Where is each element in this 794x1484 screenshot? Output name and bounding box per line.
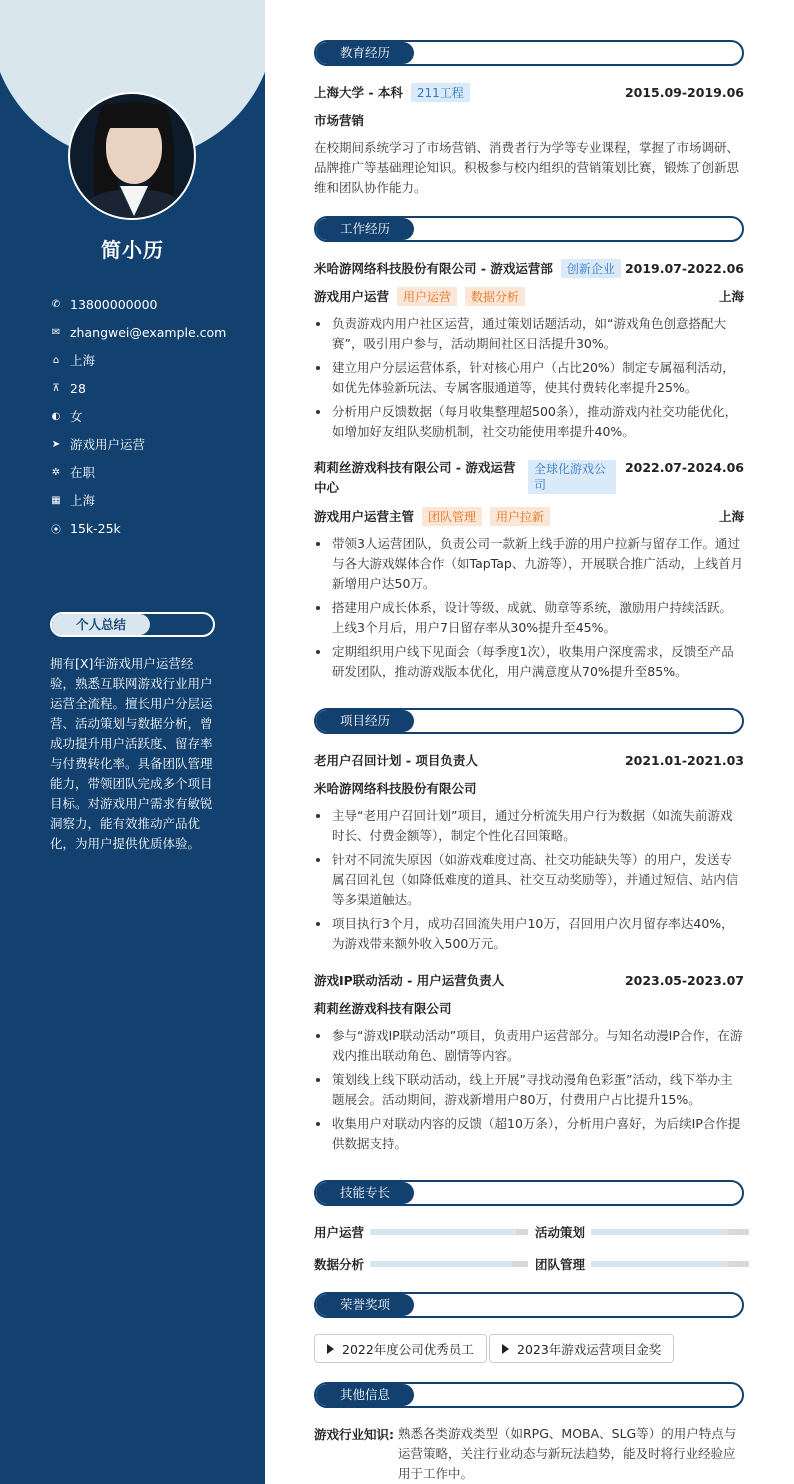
project-date: 2023.05-2023.07 bbox=[624, 972, 744, 988]
contact-info-item bbox=[50, 374, 226, 402]
project-bullet: 主导“老用户召回计划”项目，通过分析流失用户行为数据（如流失前游戏时长、付费金额等），制定个性化召回策略。 bbox=[314, 806, 744, 846]
skills-section-title bbox=[314, 1180, 744, 1206]
contact-info-text: 15k-25k bbox=[70, 520, 121, 536]
contact-info-text: 上海 bbox=[70, 493, 96, 508]
profile-name: 简小历 bbox=[101, 238, 164, 262]
work-title-label: 工作经历 bbox=[316, 218, 414, 240]
skill-bar bbox=[370, 1261, 528, 1267]
projects-section-title bbox=[314, 708, 744, 734]
education-section-title bbox=[314, 40, 744, 66]
skill-bar bbox=[591, 1261, 749, 1267]
contact-info-item bbox=[50, 430, 226, 458]
award-label: 2023年游戏运营项目金奖 bbox=[517, 1341, 662, 1357]
project-bullet: 针对不同流失原因（如游戏难度过高、社交功能缺失等）的用户，发送专属召回礼包（如降低难度的道具、社交互动奖励等），并通过短信、站内信等多渠道触达。 bbox=[314, 850, 744, 910]
contact-info-text: 女 bbox=[70, 409, 83, 424]
target-position-icon: ➤ bbox=[51, 438, 61, 450]
role-tag: 团队管理 bbox=[422, 507, 482, 526]
awards-title-label: 荣誉奖项 bbox=[316, 1294, 414, 1316]
contact-info-item bbox=[50, 486, 226, 514]
skills-title-label: 技能专长 bbox=[316, 1182, 414, 1204]
other-section-title bbox=[314, 1382, 744, 1408]
play-icon bbox=[327, 1344, 334, 1354]
summary-section-title bbox=[50, 612, 215, 637]
education-title-label: 教育经历 bbox=[316, 42, 414, 64]
job-city: 上海 bbox=[718, 509, 744, 524]
contact-info-text: 13800000000 bbox=[70, 296, 158, 312]
role-tag: 用户运营 bbox=[397, 287, 457, 306]
project-org: 米哈游网络科技股份有限公司 bbox=[314, 781, 477, 796]
job-role: 游戏用户运营 bbox=[314, 289, 390, 304]
skill-label: 团队管理 bbox=[535, 1257, 586, 1272]
education-header bbox=[314, 82, 744, 102]
job-bullet: 负责游戏内用户社区运营，通过策划话题活动，如“游戏角色创意搭配大赛”，吸引用户参与，活动期间社区日活提升30%。 bbox=[314, 314, 744, 354]
work-section-title bbox=[314, 216, 744, 242]
other-text: 熟悉各类游戏类型（如RPG、MOBA、SLG等）的用户特点与运营策略，关注行业动态与新玩法趋势，能及时将行业经验应用于工作中。 bbox=[398, 1426, 737, 1481]
skill-label: 用户运营 bbox=[314, 1225, 365, 1240]
salary-icon: ⦿ bbox=[51, 524, 61, 536]
contact-info-text: zhangwei@example.com bbox=[70, 324, 227, 340]
education-major: 市场营销 bbox=[314, 113, 365, 128]
skill-bar-remaining bbox=[729, 1229, 749, 1235]
job-bullet: 搭建用户成长体系，设计等级、成就、勋章等系统，激励用户持续活跃。上线3个月后，用户7日留存率从30%提升至45%。 bbox=[314, 598, 744, 638]
sidebar bbox=[0, 0, 265, 1484]
home-icon: ⌂ bbox=[52, 354, 60, 366]
job-date: 2022.07-2024.06 bbox=[624, 460, 744, 475]
project-bullet: 策划线上线下联动活动，线上开展”寻找动漫角色彩蛋”活动，线下举办主题展会。活动期间，游戏新增用户80万，付费用户占比提升15%。 bbox=[314, 1070, 744, 1110]
summary-title-label: 个人总结 bbox=[52, 614, 150, 635]
contact-info-item bbox=[50, 514, 226, 542]
education-description: 在校期间系统学习了市场营销、消费者行为学等专业课程，掌握了市场调研、品牌推广等基础理论知识。积极参与校内组织的营销策划比赛，锻炼了创新思维和团队协作能力。 bbox=[314, 140, 740, 195]
job-date: 2019.07-2022.06 bbox=[624, 260, 744, 276]
phone-icon: ✆ bbox=[51, 298, 61, 310]
project-date: 2021.01-2021.03 bbox=[624, 752, 744, 768]
play-icon bbox=[502, 1344, 509, 1354]
city-icon: ▦ bbox=[51, 494, 61, 506]
contact-info-text: 在职 bbox=[70, 465, 96, 480]
job-company: 米哈游网络科技股份有限公司 - 游戏运营部 bbox=[314, 261, 553, 276]
job-role: 游戏用户运营主管 bbox=[314, 509, 415, 524]
award-label: 2022年度公司优秀员工 bbox=[342, 1341, 474, 1357]
skill-label: 活动策划 bbox=[535, 1225, 586, 1240]
other-label: 游戏行业知识: bbox=[314, 1427, 394, 1442]
job-header bbox=[314, 458, 744, 496]
company-tag: 全球化游戏公司 bbox=[528, 460, 616, 494]
contact-info-text: 游戏用户运营 bbox=[70, 437, 146, 452]
school-name: 上海大学 - 本科 bbox=[314, 85, 403, 100]
contact-info-item bbox=[50, 458, 226, 486]
contact-info-item bbox=[50, 318, 226, 346]
project-header bbox=[314, 750, 744, 770]
mail-icon: ✉ bbox=[51, 326, 61, 338]
job-bullet: 分析用户反馈数据（每月收集整理超500条），推动游戏内社交功能优化，如增加好友组队奖励机制，社交功能使用率提升40%。 bbox=[314, 402, 744, 442]
contact-info-item bbox=[50, 402, 226, 430]
job-role-row bbox=[314, 286, 744, 306]
skill-bar-remaining bbox=[516, 1229, 528, 1235]
role-tag: 用户拉新 bbox=[490, 507, 550, 526]
education-date: 2015.09-2019.06 bbox=[624, 84, 744, 100]
project-bullet: 收集用户对联动内容的反馈（超10万条），分析用户喜好，为后续IP合作提供数据支持。 bbox=[314, 1114, 744, 1154]
contact-info-item bbox=[50, 290, 226, 318]
award-item bbox=[314, 1334, 487, 1363]
job-bullet: 定期组织用户线下见面会（每季度1次），收集用户深度需求，反馈至产品研发团队，推动游戏版本优化，用户满意度从70%提升至85%。 bbox=[314, 642, 744, 682]
job-bullet: 建立用户分层运营体系，针对核心用户（占比20%）制定专属福利活动，如优先体验新玩法、专属客服通道等，使其付费转化率提升25%。 bbox=[314, 358, 744, 398]
awards-section-title bbox=[314, 1292, 744, 1318]
contact-info-text: 28 bbox=[70, 380, 86, 396]
school-tag: 211工程 bbox=[411, 83, 470, 102]
contact-info-text: 上海 bbox=[70, 353, 96, 368]
projects-title-label: 项目经历 bbox=[316, 710, 414, 732]
age-icon: ⊼ bbox=[52, 382, 60, 394]
avatar bbox=[68, 92, 196, 220]
project-header bbox=[314, 970, 744, 990]
skill-bar bbox=[370, 1229, 528, 1235]
other-title-label: 其他信息 bbox=[316, 1384, 414, 1406]
summary-text: 拥有[X]年游戏用户运营经验，熟悉互联网游戏行业用户运营全流程。擅长用户分层运营、活动策划与数据分析，曾成功提升用户活跃度、留存率与付费转化率。具备团队管理能力，带领团队完成多个项目目标。对游戏用户需求有敏锐洞察力，能有效推动产品优化，为用户提供优质体验。 bbox=[50, 656, 213, 851]
contact-info-item bbox=[50, 346, 226, 374]
job-bullet: 带领3人运营团队，负责公司一款新上线手游的用户拉新与留存工作。通过与各大游戏媒体合作（如TapTap、九游等），开展联合推广活动，上线首月新增用户达50万。 bbox=[314, 534, 744, 594]
project-bullet: 参与“游戏IP联动活动”项目，负责用户运营部分。与知名动漫IP合作，在游戏内推出联动角色、剧情等内容。 bbox=[314, 1026, 744, 1066]
status-icon: ✲ bbox=[51, 466, 61, 478]
company-tag: 创新企业 bbox=[561, 259, 621, 278]
award-item bbox=[489, 1334, 674, 1363]
job-company: 莉莉丝游戏科技有限公司 - 游戏运营中心 bbox=[314, 460, 516, 495]
contact-info-list bbox=[50, 290, 226, 542]
skill-bar-remaining bbox=[729, 1261, 749, 1267]
gender-icon: ◐ bbox=[51, 410, 61, 422]
skill-label: 数据分析 bbox=[314, 1257, 365, 1272]
job-city: 上海 bbox=[718, 289, 744, 304]
project-name: 游戏IP联动活动 - 用户运营负责人 bbox=[314, 973, 505, 988]
project-bullet: 项目执行3个月，成功召回流失用户10万，召回用户次月留存率达40%，为游戏带来额外收入500万元。 bbox=[314, 914, 744, 954]
project-org: 莉莉丝游戏科技有限公司 bbox=[314, 1001, 452, 1016]
role-tag: 数据分析 bbox=[465, 287, 525, 306]
skill-bar bbox=[591, 1229, 749, 1235]
skill-bar-remaining bbox=[512, 1261, 528, 1267]
job-header bbox=[314, 258, 744, 278]
job-role-row bbox=[314, 506, 744, 526]
project-name: 老用户召回计划 - 项目负责人 bbox=[314, 753, 478, 768]
